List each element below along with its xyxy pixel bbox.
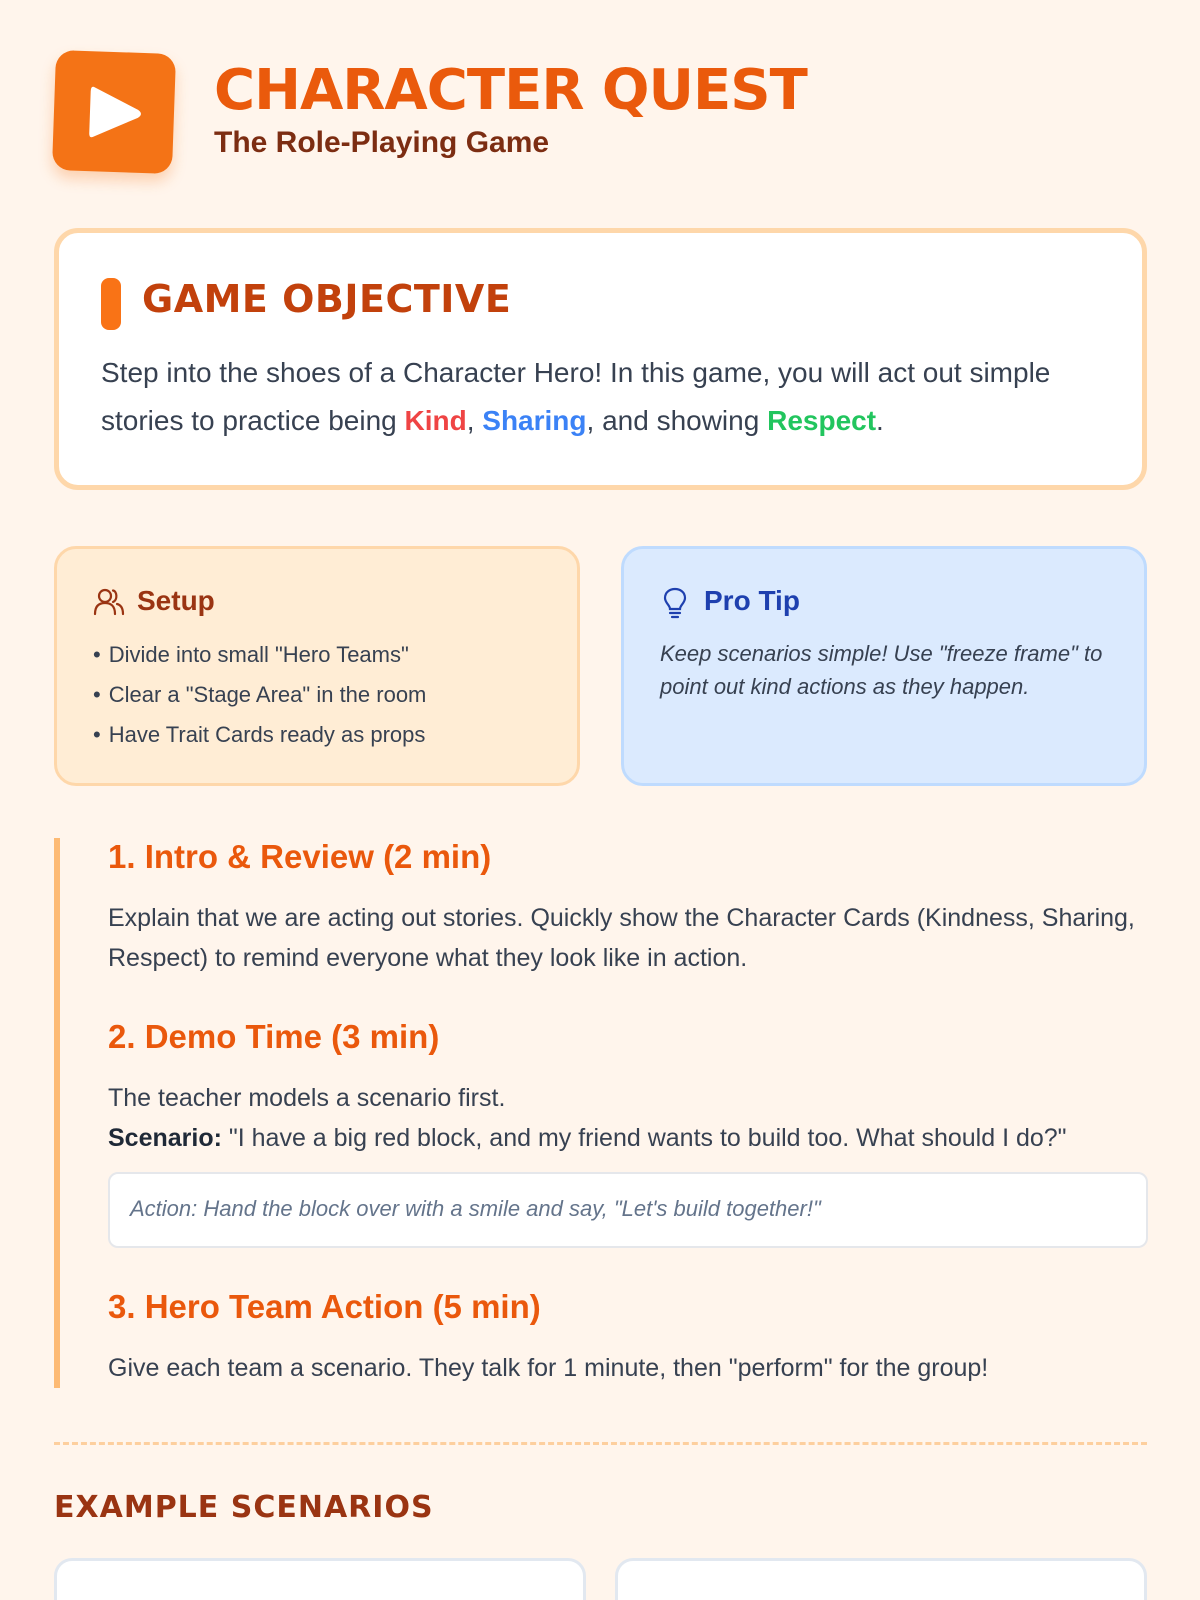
pro-tip-heading: Pro Tip [704, 585, 800, 616]
step-2-title: 2. Demo Time (3 min) [108, 1018, 440, 1055]
play-icon [87, 83, 145, 143]
users-icon [93, 587, 125, 617]
step-1-title: 1. Intro & Review (2 min) [108, 838, 492, 875]
objective-sep-1: , [466, 405, 483, 436]
lightbulb-icon [660, 587, 690, 621]
step-3-title: 3. Hero Team Action (5 min) [108, 1288, 541, 1325]
setup-item: • Clear a "Stage Area" in the room [93, 675, 426, 715]
keyword-sharing: Sharing [482, 405, 587, 436]
objective-accent-bar [101, 278, 121, 330]
objective-text-start: Step into the shoes of a Character Hero! In this game, you will act out simple stories to practice being [101, 357, 1051, 436]
step-3-text: Give each team a scenario. They talk for 1 minute, then "perform" for the group! [108, 1354, 989, 1382]
page-subtitle: The Role-Playing Game [214, 126, 550, 159]
app-logo [52, 50, 176, 174]
step-2-intro: The teacher models a scenario first. [108, 1084, 506, 1112]
scenario-label: Scenario: [108, 1124, 222, 1152]
scenario-card [615, 1558, 1147, 1600]
page-title: CHARACTER QUEST [214, 58, 807, 123]
objective-card [54, 228, 1147, 490]
action-text: Action: Hand the block over with a smile and say, "Let's build together!" [130, 1196, 821, 1221]
setup-heading: Setup [137, 585, 215, 616]
objective-text [101, 349, 1101, 445]
pro-tip-text: Keep scenarios simple! Use "freeze frame" to point out kind actions as they happen. [660, 641, 1103, 699]
setup-card [54, 546, 580, 786]
setup-item: • Divide into small "Hero Teams" [93, 635, 426, 675]
header [54, 52, 1147, 176]
keyword-kind: Kind [404, 405, 467, 436]
section-divider [54, 1442, 1147, 1445]
objective-heading: GAME OBJECTIVE [142, 277, 512, 321]
keyword-respect: Respect [767, 405, 877, 436]
step-2-text [108, 1078, 1148, 1158]
pro-tip-card [621, 546, 1147, 786]
scenario-card [54, 1558, 586, 1600]
setup-list [93, 635, 426, 755]
scenario-text: "I have a big red block, and my friend wants to build too. What should I do?" [221, 1124, 1067, 1152]
action-box [108, 1172, 1148, 1248]
objective-text-end: . [876, 405, 884, 436]
setup-item: • Have Trait Cards ready as props [93, 715, 426, 755]
step-1-text: Explain that we are acting out stories. Quickly show the Character Cards (Kindness, Sharing, Respect) to remind everyone what they look like in action. [108, 904, 1135, 972]
objective-sep-2: , and showing [586, 405, 768, 436]
steps-section [54, 838, 1147, 1388]
examples-heading: EXAMPLE SCENARIOS [54, 1490, 434, 1525]
